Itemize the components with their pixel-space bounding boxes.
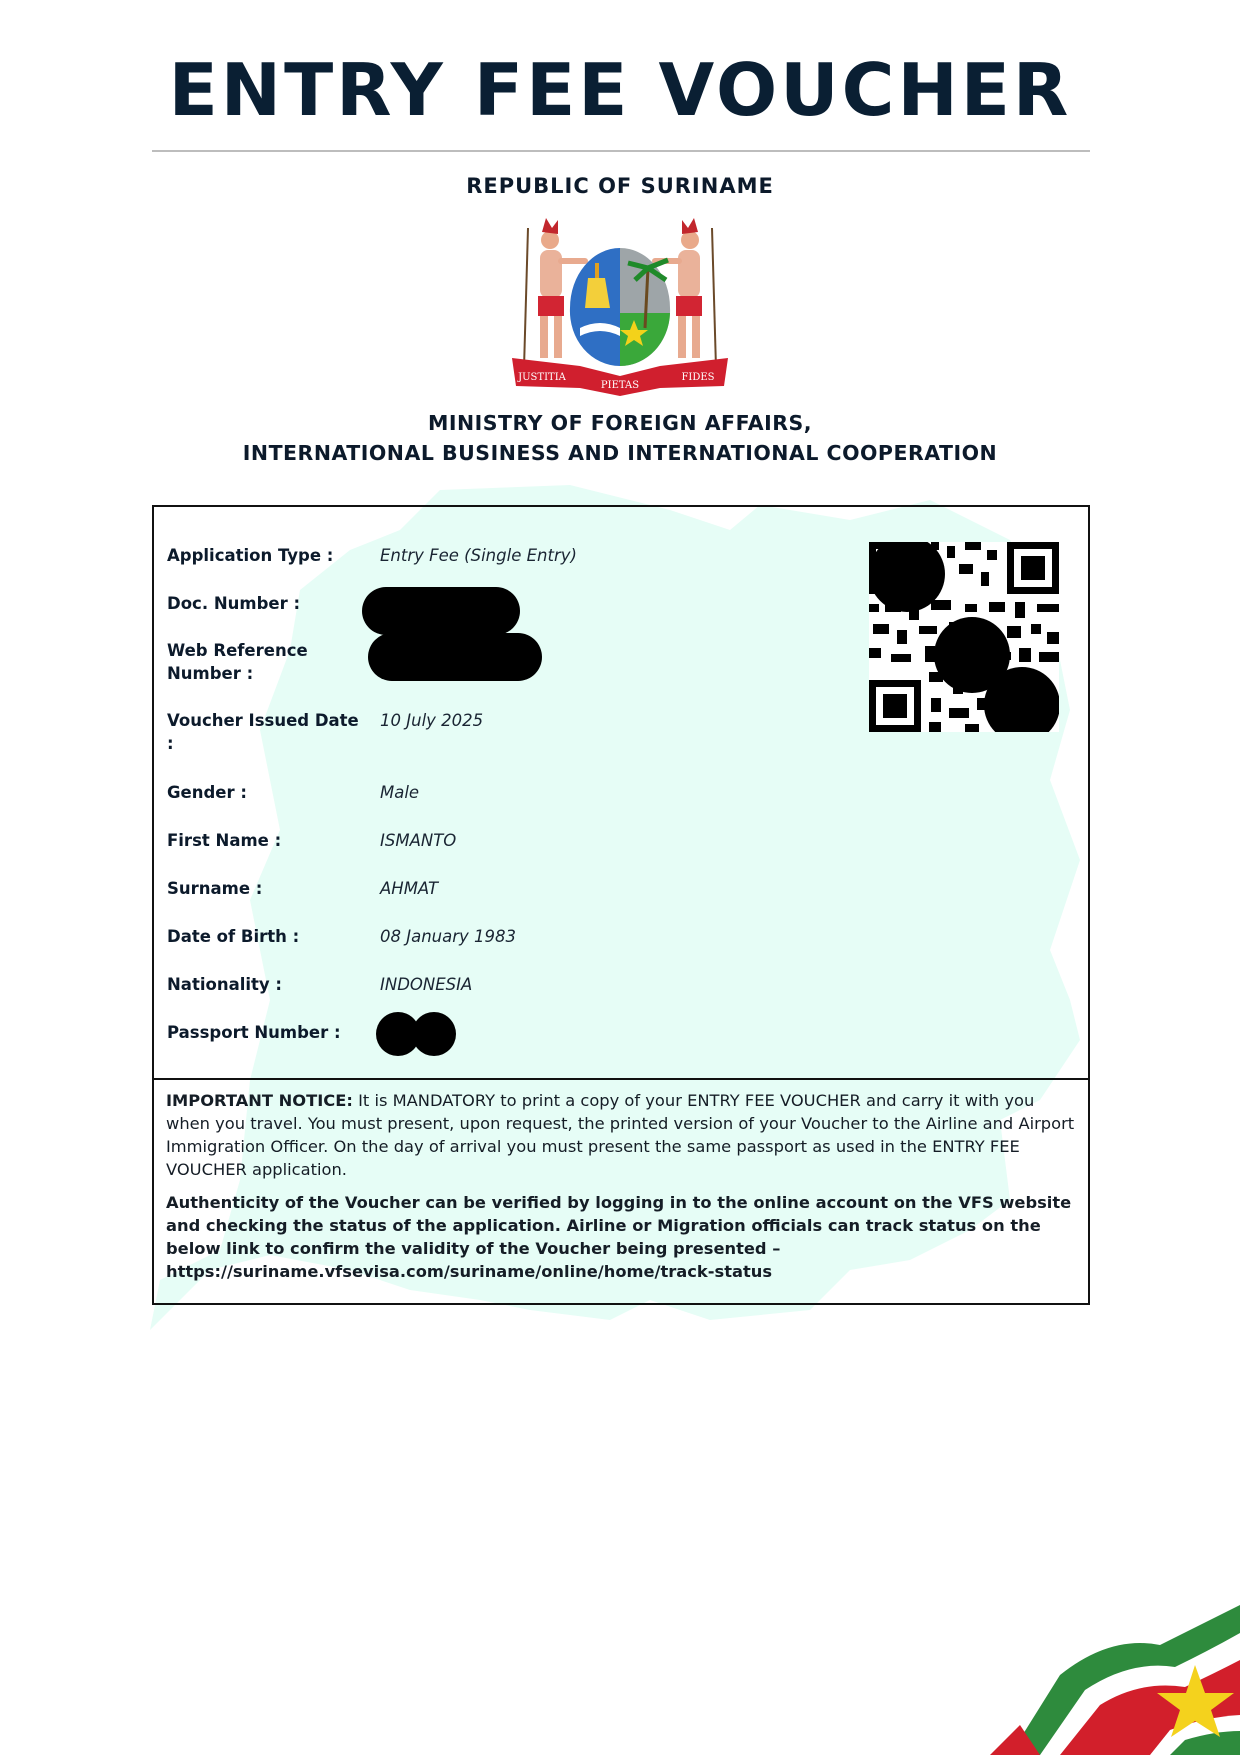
suriname-flag-decoration (990, 1605, 1240, 1755)
shield (570, 248, 670, 366)
passport-redaction-2 (412, 1012, 456, 1056)
title-divider (152, 150, 1090, 152)
motto-justitia: JUSTITIA (518, 372, 566, 383)
dob-value: 08 January 1983 (380, 927, 517, 946)
page-title: ENTRY FEE VOUCHER (168, 48, 1072, 132)
important-notice (166, 1089, 1078, 1293)
web-reference-label: Web Reference Number : (167, 641, 308, 683)
notice-paragraph (166, 1089, 1078, 1181)
gender-label: Gender : (167, 783, 247, 802)
ministry-line-2: INTERNATIONAL BUSINESS AND INTERNATIONAL COOPERATION (242, 441, 998, 465)
doc-number-redaction (362, 587, 520, 635)
application-type-label: Application Type : (167, 546, 334, 565)
issued-date-value: 10 July 2025 (380, 711, 484, 730)
ministry-heading (0, 408, 1240, 468)
republic-heading: REPUBLIC OF SURINAME (466, 174, 774, 198)
issued-date-label: Voucher Issued Date : (167, 711, 359, 753)
notice-divider (154, 1078, 1088, 1080)
dob-label: Date of Birth : (167, 927, 300, 946)
first-name-label: First Name : (167, 831, 282, 850)
qr-code (869, 542, 1059, 732)
doc-number-label: Doc. Number : (167, 594, 301, 613)
passport-label: Passport Number : (167, 1023, 341, 1042)
notice-body: It is MANDATORY to print a copy of your ENTRY FEE VOUCHER and carry it with you when you travel. You must present, upon request, the printed version of your Voucher to the Airline and Airport Immigration Officer. On the day of arrival you must present the same passport as used in the ENTRY FEE VOUCHER application. (166, 1091, 1075, 1179)
nationality-value: INDONESIA (380, 975, 473, 994)
surname-value: AHMAT (380, 879, 439, 898)
gender-value: Male (380, 783, 420, 802)
nationality-label: Nationality : (167, 975, 283, 994)
motto-fides: FIDES (681, 372, 715, 383)
coat-of-arms-emblem (510, 218, 730, 396)
authenticity-paragraph: Authenticity of the Voucher can be verified by logging in to the online account on the VFS website and checking the status of the application. Airline or Migration officials can track status on the below link to confirm the validity of the Voucher being presented – https://suriname.vfsevisa.com/suriname/online/home/track-status (166, 1193, 1072, 1281)
voucher-details-box (152, 505, 1090, 1305)
surname-label: Surname : (167, 879, 263, 898)
motto-pietas: PIETAS (600, 380, 640, 391)
ministry-line-1: MINISTRY OF FOREIGN AFFAIRS, (427, 411, 813, 435)
first-name-value: ISMANTO (380, 831, 457, 850)
notice-heading: IMPORTANT NOTICE: (166, 1091, 353, 1110)
web-reference-redaction (368, 633, 542, 681)
application-type-value: Entry Fee (Single Entry) (380, 546, 577, 565)
